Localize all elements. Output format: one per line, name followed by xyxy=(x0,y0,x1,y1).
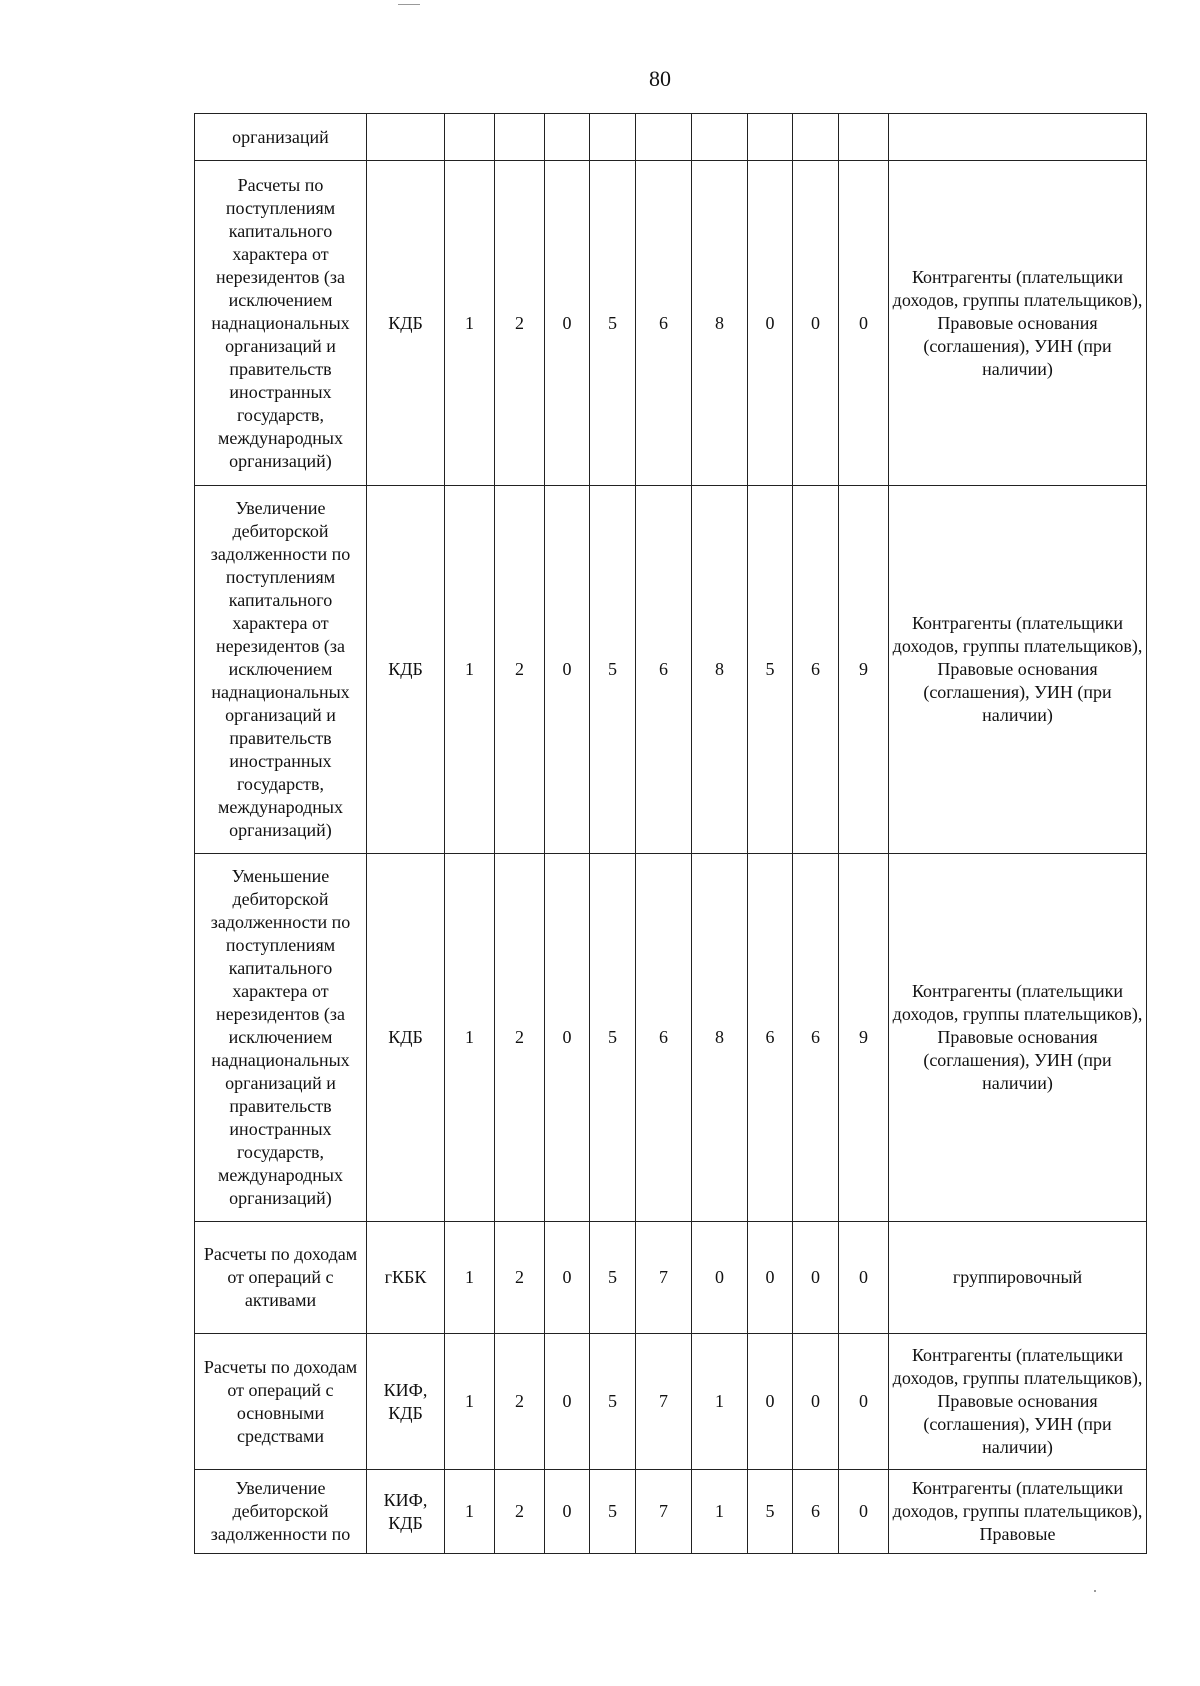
code-digit xyxy=(495,114,545,161)
row-analytics-note: Контрагенты (плательщики доходов, группы плательщиков), Правовые основания (соглашения), УИН (при наличии) xyxy=(889,161,1147,486)
code-digit: 9 xyxy=(839,486,889,854)
code-digit: 0 xyxy=(793,161,839,486)
code-digit: 0 xyxy=(545,1470,590,1554)
code-digit: 7 xyxy=(636,1470,692,1554)
code-digit: 2 xyxy=(495,1470,545,1554)
code-digit: 1 xyxy=(692,1334,748,1470)
row-code-type: КДБ xyxy=(367,486,445,854)
code-digit xyxy=(839,114,889,161)
code-digit: 0 xyxy=(545,1334,590,1470)
code-digit: 6 xyxy=(793,1470,839,1554)
code-digit: 6 xyxy=(636,486,692,854)
code-digit: 8 xyxy=(692,854,748,1222)
code-digit: 0 xyxy=(793,1222,839,1334)
row-analytics-note: Контрагенты (плательщики доходов, группы плательщиков), Правовые xyxy=(889,1470,1147,1554)
row-code-type: КИФ, КДБ xyxy=(367,1470,445,1554)
code-digit: 1 xyxy=(445,1470,495,1554)
code-digit: 6 xyxy=(793,486,839,854)
page-number: 80 xyxy=(649,66,671,91)
table-row xyxy=(195,114,1147,161)
code-digit: 1 xyxy=(445,1334,495,1470)
code-digit: 0 xyxy=(839,161,889,486)
code-digit: 0 xyxy=(545,854,590,1222)
code-digit: 6 xyxy=(793,854,839,1222)
row-name: Расчеты по доходам от операций с основными средствами xyxy=(195,1334,367,1470)
code-digit: 1 xyxy=(445,161,495,486)
code-digit xyxy=(636,114,692,161)
code-digit: 6 xyxy=(748,854,793,1222)
row-name: Увеличение дебиторской задолженности по поступлениям капитального характера от нерезидентов (за исключением наднациональных организаций и правительств иностранных государств, международных организаций) xyxy=(195,486,367,854)
code-digit: 2 xyxy=(495,854,545,1222)
code-digit: 7 xyxy=(636,1334,692,1470)
code-digit: 0 xyxy=(545,486,590,854)
row-analytics-note: Контрагенты (плательщики доходов, группы плательщиков), Правовые основания (соглашения), УИН (при наличии) xyxy=(889,486,1147,854)
code-digit xyxy=(748,114,793,161)
code-digit: 7 xyxy=(636,1222,692,1334)
row-code-type: гКБК xyxy=(367,1222,445,1334)
code-digit: 0 xyxy=(748,161,793,486)
row-code-type: КДБ xyxy=(367,854,445,1222)
code-digit xyxy=(545,114,590,161)
code-digit: 2 xyxy=(495,161,545,486)
code-digit: 5 xyxy=(748,486,793,854)
row-name: организаций xyxy=(195,114,367,161)
code-digit: 5 xyxy=(590,486,636,854)
row-analytics-note: группировочный xyxy=(889,1222,1147,1334)
code-digit: 5 xyxy=(590,1222,636,1334)
table-row xyxy=(195,1334,1147,1470)
row-name: Расчеты по доходам от операций с активами xyxy=(195,1222,367,1334)
code-digit: 8 xyxy=(692,161,748,486)
table-row xyxy=(195,1470,1147,1554)
code-digit: 0 xyxy=(545,161,590,486)
table-row xyxy=(195,1222,1147,1334)
row-analytics-note: Контрагенты (плательщики доходов, группы плательщиков), Правовые основания (соглашения), УИН (при наличии) xyxy=(889,1334,1147,1470)
row-name: Расчеты по поступлениям капитального характера от нерезидентов (за исключением наднациональных организаций и правительств иностранных государств, международных организаций) xyxy=(195,161,367,486)
table-row xyxy=(195,486,1147,854)
code-digit: 2 xyxy=(495,486,545,854)
code-digit xyxy=(445,114,495,161)
code-digit: 0 xyxy=(793,1334,839,1470)
row-code-type: КИФ, КДБ xyxy=(367,1334,445,1470)
code-digit: 5 xyxy=(590,854,636,1222)
code-digit: 2 xyxy=(495,1334,545,1470)
code-digit: 0 xyxy=(839,1470,889,1554)
code-digit: 1 xyxy=(445,854,495,1222)
table-row xyxy=(195,161,1147,486)
code-digit: 5 xyxy=(590,1470,636,1554)
code-digit: 0 xyxy=(545,1222,590,1334)
code-digit: 9 xyxy=(839,854,889,1222)
scan-mark xyxy=(1094,1590,1096,1592)
code-digit xyxy=(692,114,748,161)
code-digit: 0 xyxy=(839,1222,889,1334)
table-body xyxy=(195,114,1147,1554)
code-digit: 5 xyxy=(590,161,636,486)
code-digit: 1 xyxy=(445,486,495,854)
code-digit xyxy=(590,114,636,161)
code-digit: 5 xyxy=(590,1334,636,1470)
code-digit: 2 xyxy=(495,1222,545,1334)
code-digit: 0 xyxy=(748,1222,793,1334)
code-digit: 6 xyxy=(636,854,692,1222)
row-name: Увеличение дебиторской задолженности по xyxy=(195,1470,367,1554)
code-digit: 5 xyxy=(748,1470,793,1554)
row-code-type: КДБ xyxy=(367,161,445,486)
row-name: Уменьшение дебиторской задолженности по поступлениям капитального характера от нерезидентов (за исключением наднациональных организаций и правительств иностранных государств, международных организаций) xyxy=(195,854,367,1222)
scan-mark xyxy=(398,4,420,5)
code-digit xyxy=(793,114,839,161)
row-code-type xyxy=(367,114,445,161)
code-digit: 0 xyxy=(692,1222,748,1334)
code-digit: 8 xyxy=(692,486,748,854)
table-row xyxy=(195,854,1147,1222)
code-digit: 6 xyxy=(636,161,692,486)
code-digit: 1 xyxy=(445,1222,495,1334)
code-digit: 0 xyxy=(748,1334,793,1470)
code-digit: 1 xyxy=(692,1470,748,1554)
row-analytics-note: Контрагенты (плательщики доходов, группы плательщиков), Правовые основания (соглашения), УИН (при наличии) xyxy=(889,854,1147,1222)
row-analytics-note xyxy=(889,114,1147,161)
accounts-table xyxy=(194,113,1147,1554)
code-digit: 0 xyxy=(839,1334,889,1470)
